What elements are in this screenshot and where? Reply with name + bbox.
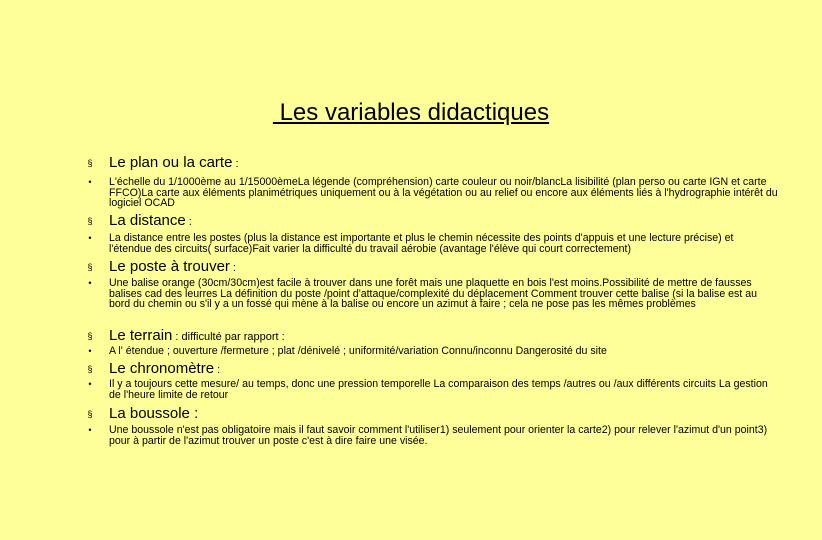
- heading-text: Le plan ou la carte: [109, 154, 233, 171]
- body-text: L'échelle du 1/1000ème au 1/15000èmeLa légende (compréhension) carte couleur ou noir/blancLa lisibilité (plan perso ou carte IGN et carte FFCO)La carte aux éléments planimétriques uniquement ou à la végétation ou au relief ou encore aux éléments liés à l'hydrographie intérêt du logiciel OCAD: [109, 176, 778, 210]
- heading-bullet: §: [87, 262, 93, 272]
- heading-tail: :: [229, 262, 237, 274]
- body-text: Il y a toujours cette mesure/ au temps, donc une pression temporelle La comparaison des temps /autres ou /aux différents circuits La gestion de l'heure limite de retour: [109, 378, 768, 401]
- heading-tail: : difficulté par rapport :: [172, 331, 285, 343]
- page-title: Les variables didactiques: [272, 99, 550, 126]
- body-bullet: •: [88, 346, 92, 356]
- heading-text: Le terrain: [109, 327, 173, 344]
- heading-bullet: §: [87, 331, 93, 341]
- body-text: Une boussole n'est pas obligatoire mais il faut savoir comment l'utiliser1) seulement pour orienter la carte2) pour relever l'azimut d'un point3) pour à partir de l'azimut trouver un poste c'est à dire faire une visée.: [109, 424, 768, 447]
- body-bullet: •: [88, 278, 92, 288]
- body-bullet: •: [88, 379, 92, 389]
- body-bullet: •: [88, 425, 92, 435]
- heading-tail: :: [214, 364, 221, 376]
- heading-tail: :: [185, 216, 192, 228]
- heading-text: La boussole :: [109, 405, 199, 422]
- body-text: A l' étendue ; ouverture /fermeture ; plat /dénivelé ; uniformité/variation Connu/inconnu Dangerosité du site: [109, 345, 607, 357]
- heading-text: Le chronomètre: [109, 360, 215, 377]
- heading-tail: :: [232, 158, 239, 170]
- heading-bullet: §: [87, 158, 93, 168]
- heading-text: La distance: [109, 212, 186, 229]
- heading-bullet: §: [87, 364, 93, 374]
- body-text: La distance entre les postes (plus la distance est importante et plus le chemin nécessite des points d'appuis et une lecture précise) et l'étendue des circuits( surface)Fait varier la difficulté du travail aérobie (avantage l'élève qui court correctement): [109, 232, 734, 255]
- body-bullet: •: [88, 177, 92, 187]
- heading-bullet: §: [87, 216, 93, 226]
- heading-text: Le poste à trouver: [109, 258, 230, 275]
- body-bullet: •: [88, 233, 92, 243]
- body-text: Une balise orange (30cm/30cm)est facile à trouver dans une forêt mais une plaquette en bois l'est moins.Possibilité de mettre de fausses balises cad des leurres La définition du poste /point d'attaque/complexité du déplacement Comment trouver cette balise (si la balise est au bord du chemin ou s'il y a un fossé qui mène à la balise ou encore un azimut à faire ; cela ne pose pas les mêmes problèmes: [109, 277, 758, 311]
- heading-bullet: §: [87, 409, 93, 419]
